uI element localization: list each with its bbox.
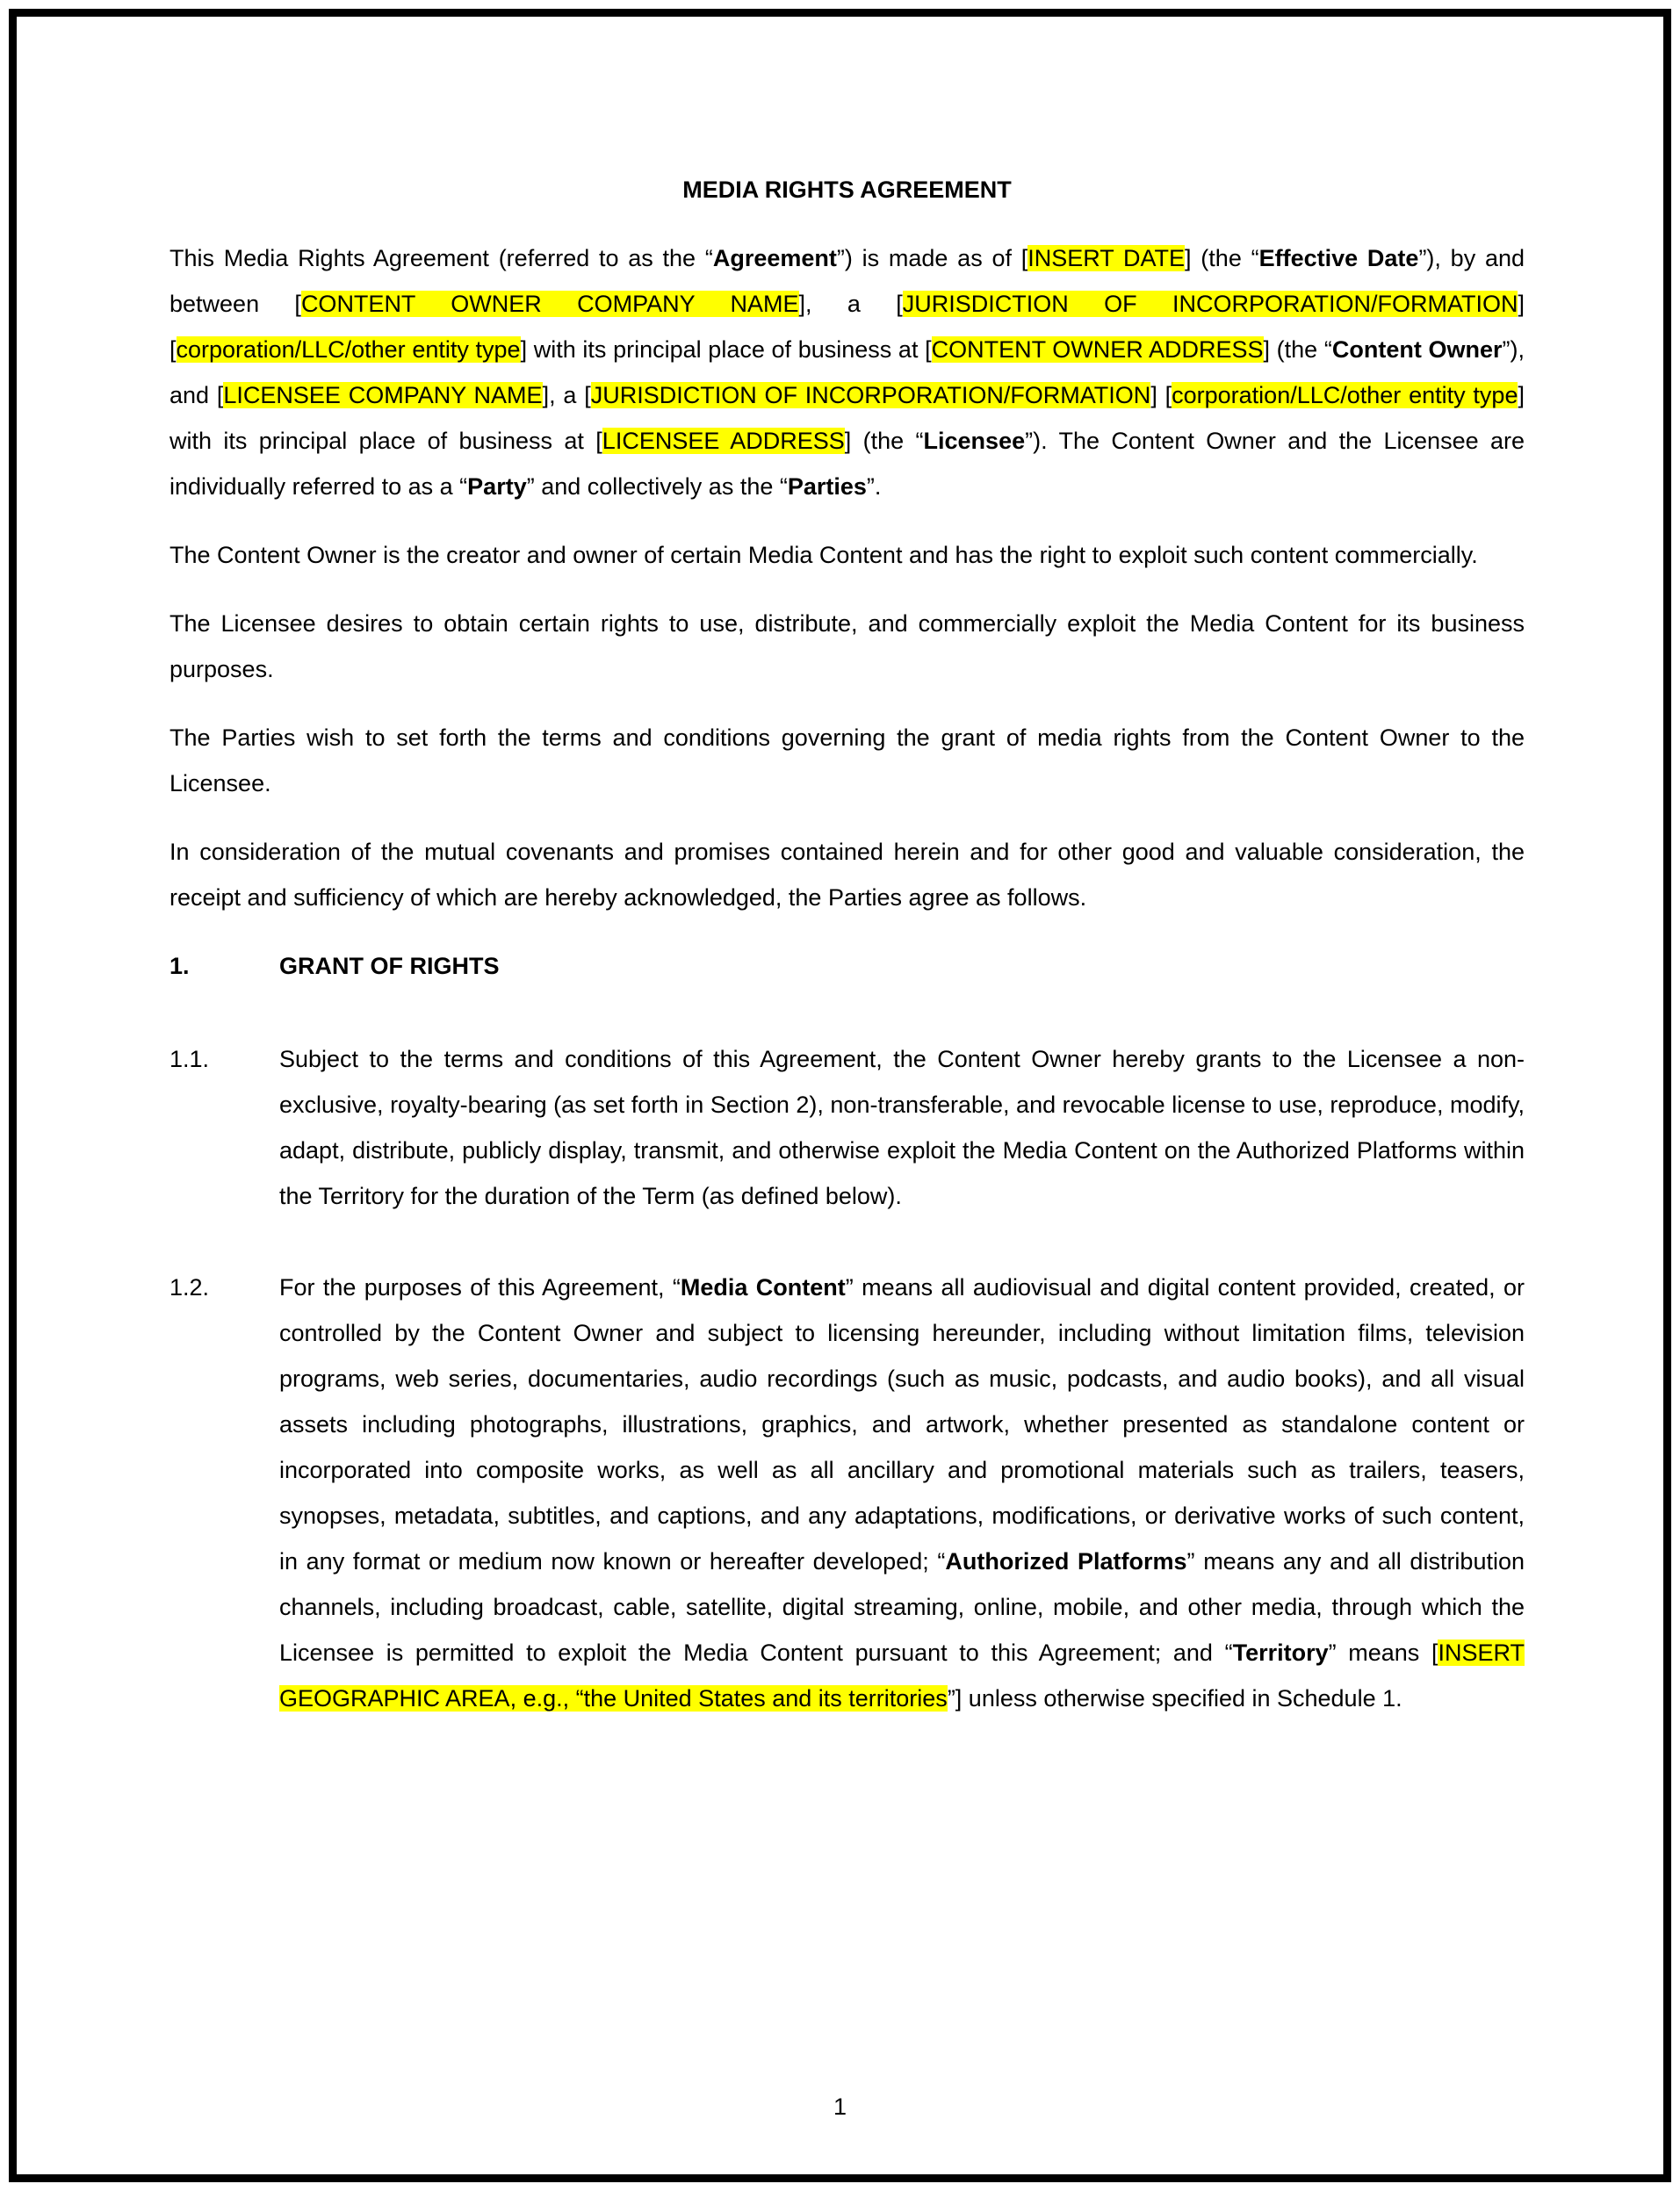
defined-term: Effective Date xyxy=(1258,245,1419,271)
placeholder-highlight: CONTENT OWNER COMPANY NAME xyxy=(300,291,799,317)
text-run: ” means any and all distribution channels, including broadcast, cable, satellite, digital streaming, online, mobile, and other media, through which the Licensee is permitted to exploit the Media Content pursuant to this Agreement; and “ xyxy=(279,1548,1525,1666)
defined-term: Party xyxy=(467,473,527,500)
placeholder-highlight: corporation/LLC/other entity type xyxy=(1172,382,1518,408)
paragraph xyxy=(169,715,1525,806)
text-run: This Media Rights Agreement (referred to as the “ xyxy=(169,245,713,271)
placeholder-highlight: LICENSEE ADDRESS xyxy=(602,428,845,454)
document-body xyxy=(169,235,1525,1721)
text-run: ], a [ xyxy=(798,291,903,317)
defined-term: Parties xyxy=(787,473,867,500)
text-run: ”), and [ xyxy=(169,336,1525,408)
text-run: ” means all audiovisual and digital content provided, created, or controlled by the Content Owner and subject to licensing hereunder, including without limitation films, television programs, web series, documentaries, audio recordings (such as music, podcasts, and audio books), and all visual assets including photographs, illustrations, graphics, and artwork, whether presented as standalone content or incorporated into composite works, as well as all ancillary and promotional materials such as trailers, teasers, synopses, metadata, subtitles, and captions, and any adaptations, modifications, or derivative works of such content, in any format or medium now known or hereafter developed; “ xyxy=(279,1274,1525,1575)
section-heading xyxy=(169,943,1525,989)
placeholder-highlight: JURISDICTION OF INCORPORATION/FORMATION xyxy=(902,291,1518,317)
text-run: ] with its principal place of business at [ xyxy=(169,382,1525,454)
paragraph xyxy=(169,532,1525,578)
clause-text xyxy=(279,1265,1525,1721)
text-run: ” means [ xyxy=(1328,1640,1438,1666)
clause-number: 1.1. xyxy=(169,1046,210,1072)
document-title: MEDIA RIGHTS AGREEMENT xyxy=(682,177,1012,203)
text-run: The Parties wish to set forth the terms and conditions governing the grant of media rights from the Content Owner to the Licensee. xyxy=(169,724,1525,796)
defined-term: Authorized Platforms xyxy=(945,1548,1187,1575)
section-heading-label: GRANT OF RIGHTS xyxy=(279,953,500,979)
placeholder-highlight: corporation/LLC/other entity type xyxy=(176,336,521,363)
text-run: ”), by and between [ xyxy=(169,245,1525,317)
clause xyxy=(169,1036,1525,1219)
defined-term: Content Owner xyxy=(1331,336,1503,363)
text-run: ] (the “ xyxy=(1185,245,1259,271)
defined-term: Territory xyxy=(1232,1640,1329,1666)
placeholder-highlight: CONTENT OWNER ADDRESS xyxy=(931,336,1264,363)
text-run: ] [ xyxy=(1150,382,1172,408)
text-run: ] (the “ xyxy=(1263,336,1332,363)
clause-text xyxy=(279,1036,1525,1219)
page-number: 1 xyxy=(833,2094,847,2120)
text-run: ] (the “ xyxy=(844,428,924,454)
paragraph xyxy=(169,235,1525,509)
defined-term: Media Content xyxy=(680,1274,846,1301)
clause xyxy=(169,1265,1525,1721)
text-run: For the purposes of this Agreement, “ xyxy=(279,1274,681,1301)
text-run: ”) is made as of [ xyxy=(836,245,1028,271)
placeholder-highlight: INSERT DATE xyxy=(1027,245,1186,271)
placeholder-highlight: LICENSEE COMPANY NAME xyxy=(223,382,543,408)
text-run: ], a [ xyxy=(542,382,591,408)
paragraph xyxy=(169,829,1525,920)
text-run: ] with its principal place of business at [ xyxy=(520,336,932,363)
text-run: ”). The Content Owner and the Licensee are individually referred to as a “ xyxy=(169,428,1525,500)
text-run: ] [ xyxy=(169,291,1525,363)
clause-number: 1.2. xyxy=(169,1274,210,1301)
text-run: The Content Owner is the creator and owner of certain Media Content and has the right to exploit such content commercially. xyxy=(169,542,1478,568)
placeholder-highlight: INSERT GEOGRAPHIC AREA, e.g., “the United States and its territories xyxy=(279,1640,1525,1712)
defined-term: Agreement xyxy=(712,245,837,271)
text-run: In consideration of the mutual covenants and promises contained herein and for other good and valuable consideration, the receipt and sufficiency of which are hereby acknowledged, the Parties agree as follows. xyxy=(169,839,1525,911)
text-run: ” and collectively as the “ xyxy=(526,473,788,500)
placeholder-highlight: JURISDICTION OF INCORPORATION/FORMATION xyxy=(590,382,1151,408)
document-content xyxy=(169,167,1525,1767)
text-run: Subject to the terms and conditions of this Agreement, the Content Owner hereby grants to the Licensee a non-exclusive, royalty-bearing (as set forth in Section 2), non-transferable, and revocable license to use, reproduce, modify, adapt, distribute, publicly display, transmit, and otherwise exploit the Media Content on the Authorized Platforms within the Territory for the duration of the Term (as defined below). xyxy=(279,1046,1525,1209)
paragraph xyxy=(169,601,1525,692)
defined-term: Licensee xyxy=(923,428,1026,454)
text-run: The Licensee desires to obtain certain rights to use, distribute, and commercially exploit the Media Content for its business purposes. xyxy=(169,610,1525,682)
text-run: ”. xyxy=(866,473,882,500)
section-number: 1. xyxy=(169,953,190,979)
text-run: ”] unless otherwise specified in Schedule 1. xyxy=(947,1685,1402,1712)
